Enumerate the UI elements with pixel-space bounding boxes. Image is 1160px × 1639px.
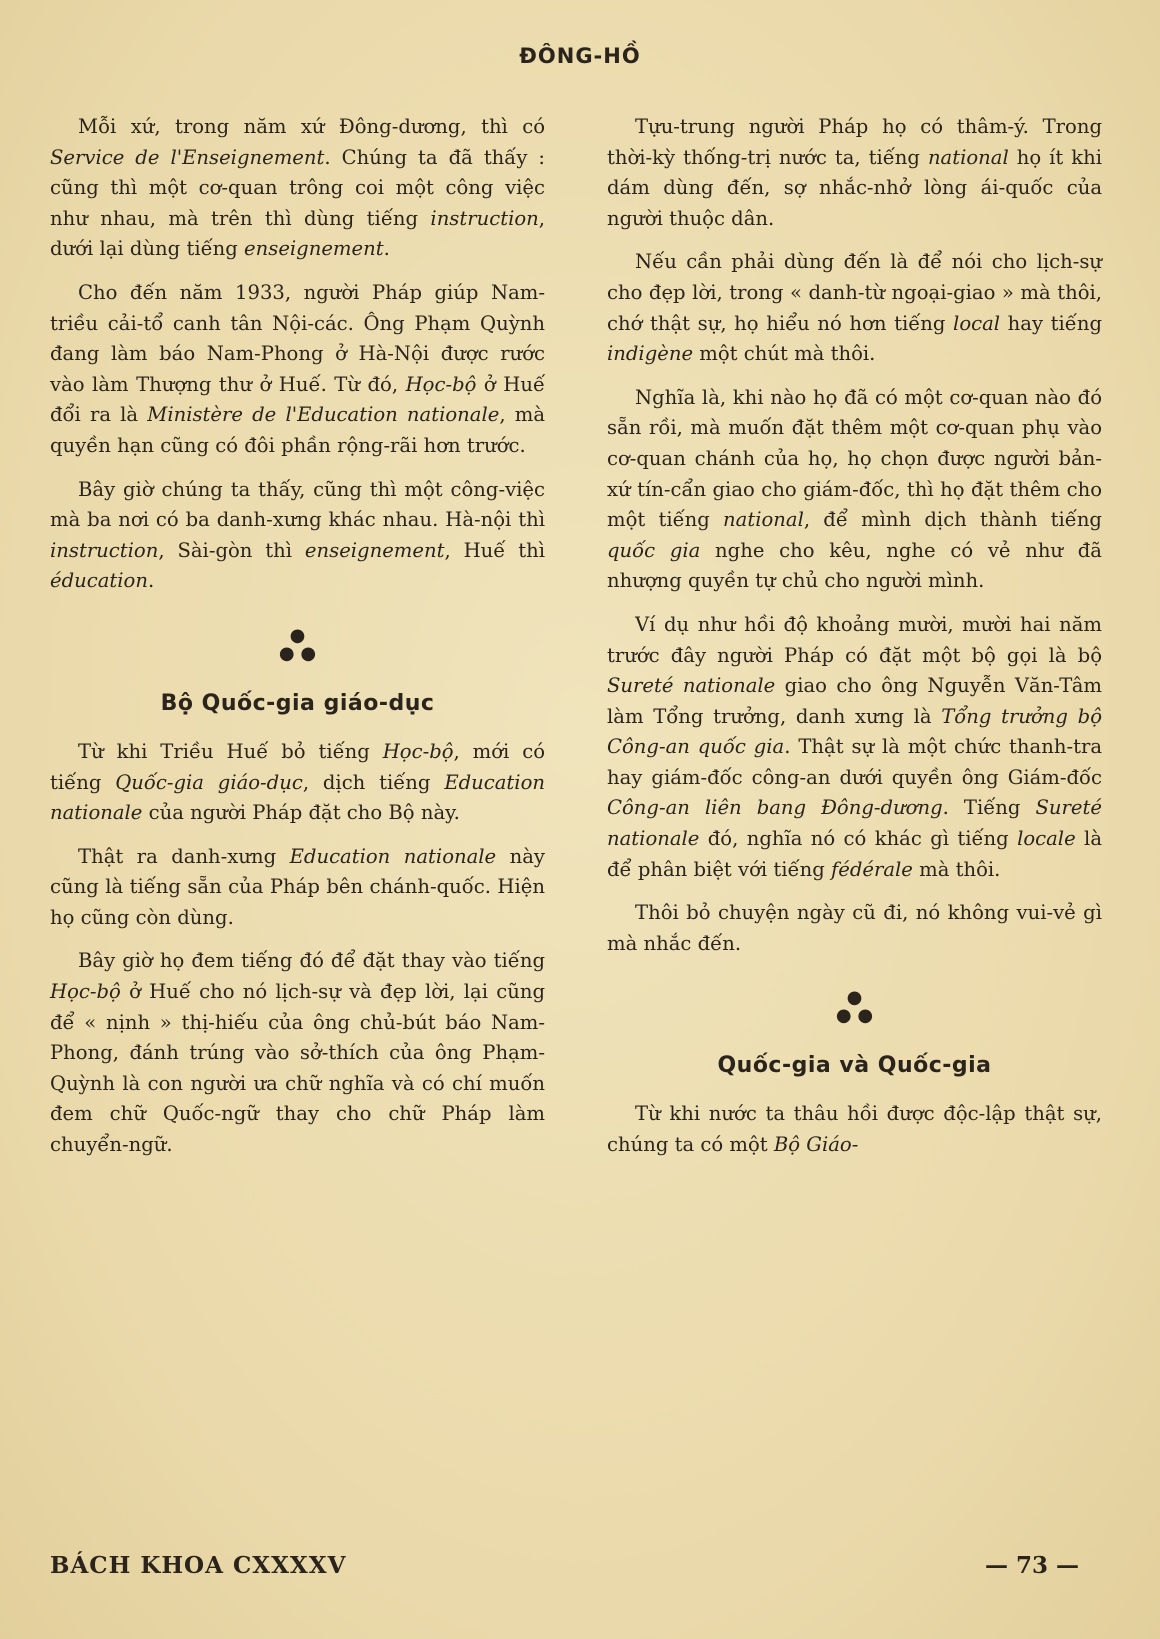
paragraph: Từ khi nước ta thâu hồi được độc-lập thật sự, chúng ta có một Bộ Giáo- bbox=[607, 1102, 1102, 1157]
paragraph: Ví dụ như hồi độ khoảng mười, mười hai năm trước đây người Pháp có đặt một bộ gọi là bộ Sureté nationale giao cho ông Nguyễn Văn-Tâm làm Tổng trưởng, danh xưng là Tổng trưởng bộ Công-an quốc gia. Thật sự là một chức thanh-tra hay giám-đốc công-an dưới quyền ông Giám-đốc Công-an liên bang Đông-dương. Tiếng Sureté nationale đó, nghĩa nó có khác gì tiếng locale là để phân biệt với tiếng fédérale mà thôi. bbox=[607, 612, 1102, 881]
paragraph: Nếu cần phải dùng đến là để nói cho lịch-sự cho đẹp lời, trong « danh-từ ngoại-giao » mà thôi, chớ thật sự, họ hiểu nó hơn tiếng local hay tiếng indigène một chút mà thôi. bbox=[607, 250, 1103, 366]
paragraph: Cho đến năm 1933, người Pháp giúp Nam-triều cải-tổ canh tân Nội-các. Ông Phạm Quỳnh đang làm báo Nam-Phong ở Hà-Nội được rước vào làm Thượng thư ở Huế. Từ đó, Học-bộ ở Huế đổi ra là Ministère de l'Education nationale, mà quyền hạn cũng có đôi phần rộng-rãi hơn trước. bbox=[50, 280, 546, 457]
left-column bbox=[50, 112, 545, 1174]
paragraph: Thôi bỏ chuyện ngày cũ đi, nó không vui-vẻ gì mà nhắc đến. bbox=[607, 901, 1102, 955]
paragraph: Thật ra danh-xưng Education nationale này cũng là tiếng sẵn của Pháp bên chánh-quốc. Hiện họ cũng còn dùng. bbox=[50, 844, 545, 929]
ornament-dots-icon: ● ● ● bbox=[278, 624, 317, 664]
paragraph: Từ khi Triều Huế bỏ tiếng Học-bộ, mới có tiếng Quốc-gia giáo-dục, dịch tiếng Education nationale của người Pháp đặt cho Bộ này. bbox=[50, 739, 545, 825]
paragraph: Nghĩa là, khi nào họ đã có một cơ-quan nào đó sẵn rồi, mà muốn đặt thêm một cơ-quan phụ vào cơ-quan chánh của họ, họ chọn được người bản-xứ tín-cẩn giao cho giám-đốc, thì họ đặt thêm cho một tiếng national, để mình dịch thành tiếng quốc gia nghe cho kêu, nghe có vẻ như đã nhượng quyền tự chủ cho người mình. bbox=[607, 385, 1102, 593]
right-column bbox=[607, 112, 1102, 1174]
paragraph: Tựu-trung người Pháp họ có thâm-ý. Trong thời-kỳ thống-trị nước ta, tiếng national họ ít khi dám dùng đến, sợ nhắc-nhở lòng ái-quốc của người thuộc dân. bbox=[607, 115, 1102, 230]
page-number: — 73 — bbox=[985, 1552, 1080, 1579]
journal-footer: BÁCH KHOA CXXXXV bbox=[50, 1552, 347, 1579]
paragraph: Mỗi xứ, trong năm xứ Đông-dương, thì có Service de l'Enseignement. Chúng ta đã thấy : cũng thì một cơ-quan trông coi một công việc như nhau, mà trên thì dùng tiếng instruction, dưới lại dùng tiếng enseignement. bbox=[50, 115, 545, 261]
running-head: ĐÔNG-HỒ bbox=[519, 44, 641, 68]
section-title: Quốc-gia và Quốc-gia bbox=[717, 1053, 992, 1079]
paragraph: Bây giờ họ đem tiếng đó để đặt thay vào tiếng Học-bộ ở Huế cho nó lịch-sự và đẹp lời, lại cũng để « nịnh » thị-hiếu của ông chủ-bút báo Nam-Phong, đánh trúng vào sở-thích của ông Phạm-Quỳnh là con người ưa chữ nghĩa và có chí muốn đem chữ Quốc-ngữ thay cho chữ Pháp làm chuyển-ngữ. bbox=[50, 949, 545, 1157]
ornament-dots-icon: ● ● ● bbox=[835, 987, 874, 1027]
paragraph: Bây giờ chúng ta thấy, cũng thì một công-việc mà ba nơi có ba danh-xưng khác nhau. Hà-nội thì instruction, Sài-gòn thì enseignement, Huế thì éducation. bbox=[50, 477, 545, 593]
section-title: Bộ Quốc-gia giáo-dục bbox=[160, 690, 435, 716]
